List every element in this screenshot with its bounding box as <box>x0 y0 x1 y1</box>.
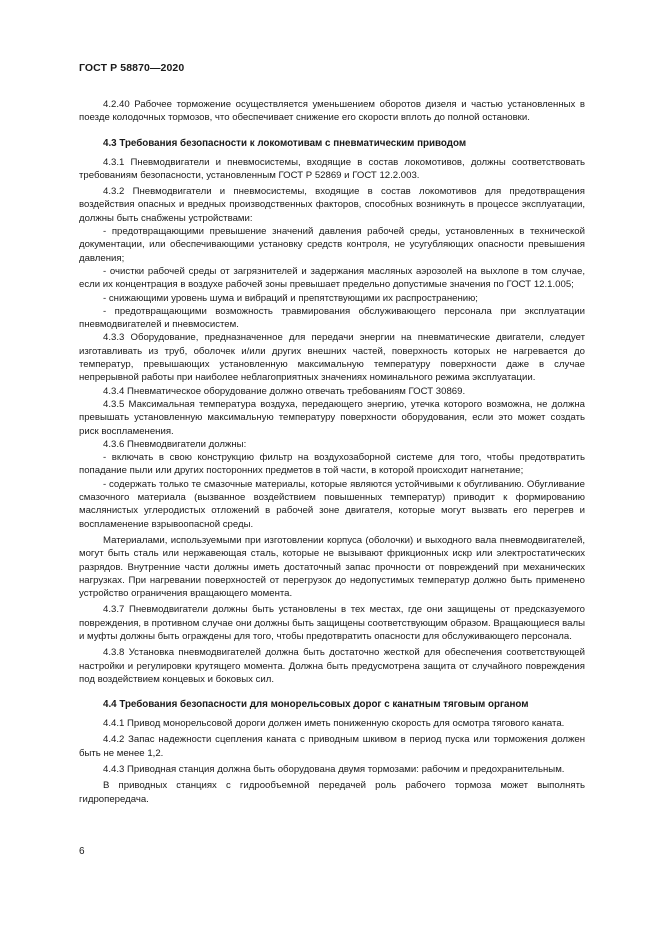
paragraph-materials: Материалами, используемыми при изготовлении корпуса (оболочки) и выходного вала пневмодвигателей, могут быть сталь или нержавеющая сталь, которые не вызывают фрикционных искр или электростатических разрядов. Внутренние части должны иметь достаточный запас прочности от повреждений при механических нагрузках. При нагревании поверхностей от перегрузок до недопустимых температур должно быть применено устройство ограничения вращающего момента. <box>79 534 585 600</box>
list-item: - предотвращающими превышение значений давления рабочей среды, установленных в технической документации, или обеспечивающими установку средств контроля, не усугубляющих опасности превышения давления; <box>79 226 585 264</box>
paragraph-4-4-1: 4.4.1 Привод монорельсовой дороги должен иметь пониженную скорость для осмотра тягового каната. <box>103 718 565 730</box>
paragraph-4-3-4: 4.3.4 Пневматическое оборудование должно отвечать требованиям ГОСТ 30869. <box>103 385 466 397</box>
paragraph-4-4-3: 4.4.3 Приводная станция должна быть оборудована двумя тормозами: рабочим и предохранительным. <box>103 764 565 776</box>
paragraph-4-3-5: 4.3.5 Максимальная температура воздуха, передающего энергию, утечка которого возможна, не должна превышать установленную максимальную температуру поверхности оборудования, если это может создать риск воспламенения. <box>79 398 585 437</box>
paragraph-4-4-2: 4.4.2 Запас надежности сцепления каната с приводным шкивом в период пуска или торможения должен быть не менее 1,2. <box>79 734 585 759</box>
document-header: ГОСТ Р 58870—2020 <box>79 62 185 74</box>
list-item: - снижающими уровень шума и вибраций и препятствующими их распространению; <box>103 292 478 304</box>
section-heading-4-3: 4.3 Требования безопасности к локомотивам с пневматическим приводом <box>103 137 467 149</box>
section-heading-4-4: 4.4 Требования безопасности для монорельсовых дорог с канатным тяговым органом <box>103 699 529 711</box>
list-item: - предотвращающими возможность травмирования обслуживающего персонала при эксплуатации пневмодвигателей и пневмосистем. <box>79 305 585 331</box>
paragraph-4-4-3-note: В приводных станциях с гидрообъемной передачей роль рабочего тормоза может выполнять гидропередача. <box>79 780 585 805</box>
paragraph-4-2-40: 4.2.40 Рабочее торможение осуществляется уменьшением оборотов дизеля и частью установленных в поезде колодочных тормозов, что обеспечивает снижение его скорости вплоть до полной остановки. <box>79 99 585 124</box>
list-item: - содержать только те смазочные материалы, которые являются устойчивыми к обугливанию. Обугливание смазочного материала (вызванное воздействием повышенных температур) приводит к формированию маслянистых углеродистых отложений в рабочей зоне двигателя, которые могут вызвать его перегрев и воспламенение взрывоопасной среды. <box>79 478 585 530</box>
paragraph-4-3-7: 4.3.7 Пневмодвигатели должны быть установлены в тех местах, где они защищены от предсказуемого повреждения, в противном случае они должны быть защищены соответствующим образом. Вращающиеся валы и муфты должны быть ограждены для того, чтобы предотвратить опасности для обслуживающего персонала. <box>79 604 585 642</box>
paragraph-4-3-2: 4.3.2 Пневмодвигатели и пневмосистемы, входящие в состав локомотивов для предотвращения воздействия опасных и вредных производственных факторов, способных возникнуть в процессе эксплуатации, должны быть снабжены устройствами: <box>79 186 585 224</box>
document-body <box>79 98 585 806</box>
list-item: - включать в свою конструкцию фильтр на воздухозаборной системе для того, чтобы предотвратить попадание пыли или других посторонних предметов в той части, в которой происходит нагнетание; <box>79 452 585 477</box>
page-number: 6 <box>79 846 85 857</box>
paragraph-4-3-8: 4.3.8 Установка пневмодвигателей должна быть достаточно жесткой для обеспечения соответствующей настройки и регулировки крутящего момента. Должна быть предусмотрена защита от случайного повреждения под воздействием концевых и боковых сил. <box>79 647 585 685</box>
paragraph-4-3-1: 4.3.1 Пневмодвигатели и пневмосистемы, входящие в состав локомотивов, должны соответствовать требованиям безопасности, установленным ГОСТ Р 52869 и ГОСТ 12.2.003. <box>79 156 585 181</box>
paragraph-4-3-6: 4.3.6 Пневмодвигатели должны: <box>103 438 247 450</box>
list-item: - очистки рабочей среды от загрязнителей и задержания масляных аэрозолей на выхлопе в том случае, если их концентрация в воздухе рабочей зоны превышает предельно допустимые значения по ГОСТ 12.1.005; <box>79 265 585 291</box>
paragraph-4-3-3: 4.3.3 Оборудование, предназначенное для передачи энергии на пневматические двигатели, следует изготавливать из труб, оболочек и/или других внешних частей, поверхность которых не нагревается до температур, превышающих установленную максимальную температуру поверхности даже в случае непрерывной работы при наиболее неблагоприятных значениях номинального режима эксплуатации. <box>79 332 585 384</box>
